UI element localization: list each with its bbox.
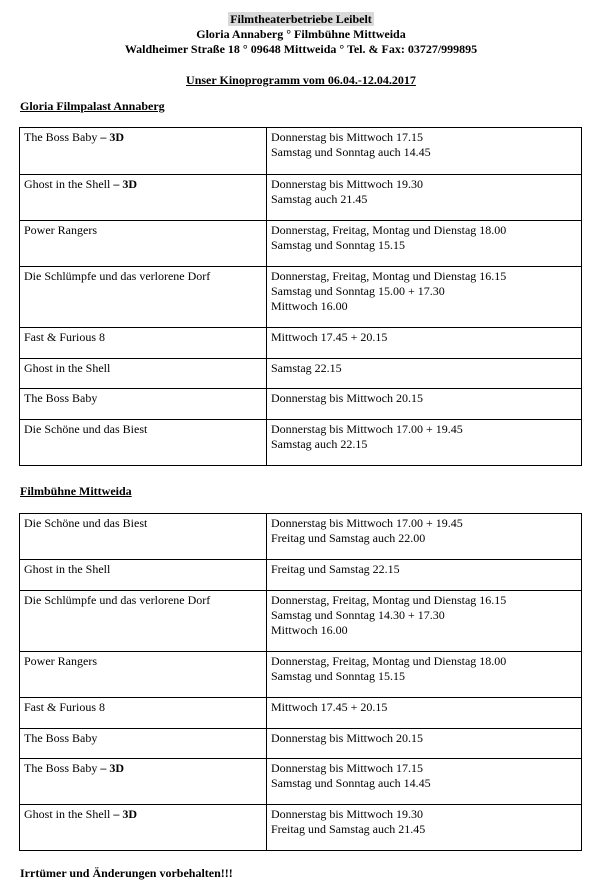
- film-title-cell: [20, 175, 267, 221]
- format-3d-label: – 3D: [97, 761, 125, 775]
- showtime-line: Donnerstag bis Mittwoch 19.30: [271, 177, 423, 191]
- film-title: Die Schlümpfe und das verlorene Dorf: [24, 269, 211, 283]
- company-name: Filmtheaterbetriebe Leibelt: [230, 12, 372, 26]
- showtime-line: Donnerstag, Freitag, Montag und Dienstag 16.15: [271, 269, 507, 283]
- letterhead: [0, 12, 602, 57]
- section-title-mittweida: Filmbühne Mittweida: [20, 484, 132, 498]
- showtime-line: Mittwoch 16.00: [271, 623, 348, 637]
- film-title-cell: [20, 420, 267, 466]
- film-title-cell: [20, 698, 267, 729]
- showtimes-cell: [267, 698, 582, 729]
- table-row: [20, 175, 582, 221]
- table-row: [20, 389, 582, 420]
- film-title-cell: [20, 128, 267, 175]
- showtime-line: Mittwoch 17.45 + 20.15: [271, 330, 388, 344]
- film-title-cell: [20, 221, 267, 267]
- schedule-table-annaberg: [19, 127, 582, 466]
- film-title: Die Schöne und das Biest: [24, 422, 148, 436]
- showtimes-cell: [267, 221, 582, 267]
- format-3d-label: – 3D: [110, 807, 138, 821]
- showtime-line: Samstag und Sonntag 15.00 + 17.30: [271, 284, 445, 298]
- film-title: The Boss Baby: [24, 391, 98, 405]
- table-row: [20, 514, 582, 560]
- showtime-line: Samstag und Sonntag auch 14.45: [271, 145, 431, 159]
- film-title-cell: [20, 389, 267, 420]
- showtimes-cell: [267, 175, 582, 221]
- table-row: [20, 652, 582, 698]
- showtime-line: Samstag und Sonntag 15.15: [271, 238, 405, 252]
- film-title: Ghost in the Shell: [24, 807, 111, 821]
- film-title: The Boss Baby: [24, 130, 98, 144]
- film-title-cell: [20, 729, 267, 759]
- film-title-cell: [20, 267, 267, 328]
- film-title-cell: [20, 328, 267, 359]
- table-row: [20, 759, 582, 805]
- table-row: [20, 328, 582, 359]
- showtimes-cell: [267, 128, 582, 175]
- program-title: Unser Kinoprogramm vom 06.04.-12.04.2017: [186, 73, 416, 87]
- showtime-line: Donnerstag, Freitag, Montag und Dienstag 18.00: [271, 223, 507, 237]
- showtime-line: Freitag und Samstag 22.15: [271, 562, 400, 576]
- showtimes-cell: [267, 805, 582, 851]
- film-title: Ghost in the Shell: [24, 562, 111, 576]
- showtime-line: Mittwoch 17.45 + 20.15: [271, 700, 388, 714]
- showtime-line: Mittwoch 16.00: [271, 299, 348, 313]
- film-title: Fast & Furious 8: [24, 330, 106, 344]
- showtime-line: Samstag auch 21.45: [271, 192, 368, 206]
- table-row: [20, 591, 582, 652]
- showtime-line: Samstag und Sonntag 15.15: [271, 669, 405, 683]
- showtime-line: Donnerstag bis Mittwoch 17.00 + 19.45: [271, 422, 463, 436]
- showtime-line: Donnerstag bis Mittwoch 19.30: [271, 807, 423, 821]
- showtime-line: Samstag und Sonntag auch 14.45: [271, 776, 431, 790]
- address-line: Waldheimer Straße 18 ° 09648 Mittweida ° Tel. & Fax: 03727/999895: [124, 42, 478, 56]
- table-row: [20, 698, 582, 729]
- showtime-line: Donnerstag bis Mittwoch 17.15: [271, 130, 423, 144]
- film-title: The Boss Baby: [24, 761, 98, 775]
- film-title-cell: [20, 805, 267, 851]
- film-title: The Boss Baby: [24, 731, 98, 745]
- table-row: [20, 420, 582, 466]
- showtimes-cell: [267, 729, 582, 759]
- showtimes-cell: [267, 359, 582, 389]
- showtimes-cell: [267, 652, 582, 698]
- showtimes-cell: [267, 328, 582, 359]
- showtime-line: Samstag und Sonntag 14.30 + 17.30: [271, 608, 445, 622]
- showtimes-cell: [267, 514, 582, 560]
- film-title-cell: [20, 359, 267, 389]
- film-title: Power Rangers: [24, 654, 97, 668]
- film-title-cell: [20, 560, 267, 591]
- showtime-line: Freitag und Samstag auch 22.00: [271, 531, 426, 545]
- showtime-line: Donnerstag, Freitag, Montag und Dienstag 16.15: [271, 593, 507, 607]
- film-title: Die Schlümpfe und das verlorene Dorf: [24, 593, 211, 607]
- showtimes-cell: [267, 389, 582, 420]
- table-row: [20, 560, 582, 591]
- table-row: [20, 221, 582, 267]
- table-row: [20, 805, 582, 851]
- showtimes-cell: [267, 759, 582, 805]
- table-row: [20, 729, 582, 759]
- venues-line: Gloria Annaberg ° Filmbühne Mittweida: [196, 27, 406, 41]
- film-title: Ghost in the Shell: [24, 177, 111, 191]
- showtimes-cell: [267, 420, 582, 466]
- table-row: [20, 128, 582, 175]
- disclaimer: Irrtümer und Änderungen vorbehalten!!!: [20, 866, 233, 880]
- format-3d-label: – 3D: [110, 177, 138, 191]
- showtimes-cell: [267, 560, 582, 591]
- table-row: [20, 267, 582, 328]
- film-title: Fast & Furious 8: [24, 700, 106, 714]
- showtime-line: Donnerstag, Freitag, Montag und Dienstag 18.00: [271, 654, 507, 668]
- section-title-annaberg: Gloria Filmpalast Annaberg: [20, 99, 165, 113]
- showtime-line: Freitag und Samstag auch 21.45: [271, 822, 426, 836]
- film-title: Die Schöne und das Biest: [24, 516, 148, 530]
- film-title: Ghost in the Shell: [24, 361, 111, 375]
- showtime-line: Samstag auch 22.15: [271, 437, 368, 451]
- showtimes-cell: [267, 591, 582, 652]
- showtime-line: Donnerstag bis Mittwoch 20.15: [271, 391, 423, 405]
- film-title: Power Rangers: [24, 223, 97, 237]
- showtimes-cell: [267, 267, 582, 328]
- showtime-line: Donnerstag bis Mittwoch 17.00 + 19.45: [271, 516, 463, 530]
- film-title-cell: [20, 652, 267, 698]
- format-3d-label: – 3D: [97, 130, 125, 144]
- showtime-line: Donnerstag bis Mittwoch 17.15: [271, 761, 423, 775]
- film-title-cell: [20, 514, 267, 560]
- table-row: [20, 359, 582, 389]
- showtime-line: Donnerstag bis Mittwoch 20.15: [271, 731, 423, 745]
- schedule-table-mittweida: [19, 513, 582, 851]
- showtime-line: Samstag 22.15: [271, 361, 342, 375]
- film-title-cell: [20, 759, 267, 805]
- film-title-cell: [20, 591, 267, 652]
